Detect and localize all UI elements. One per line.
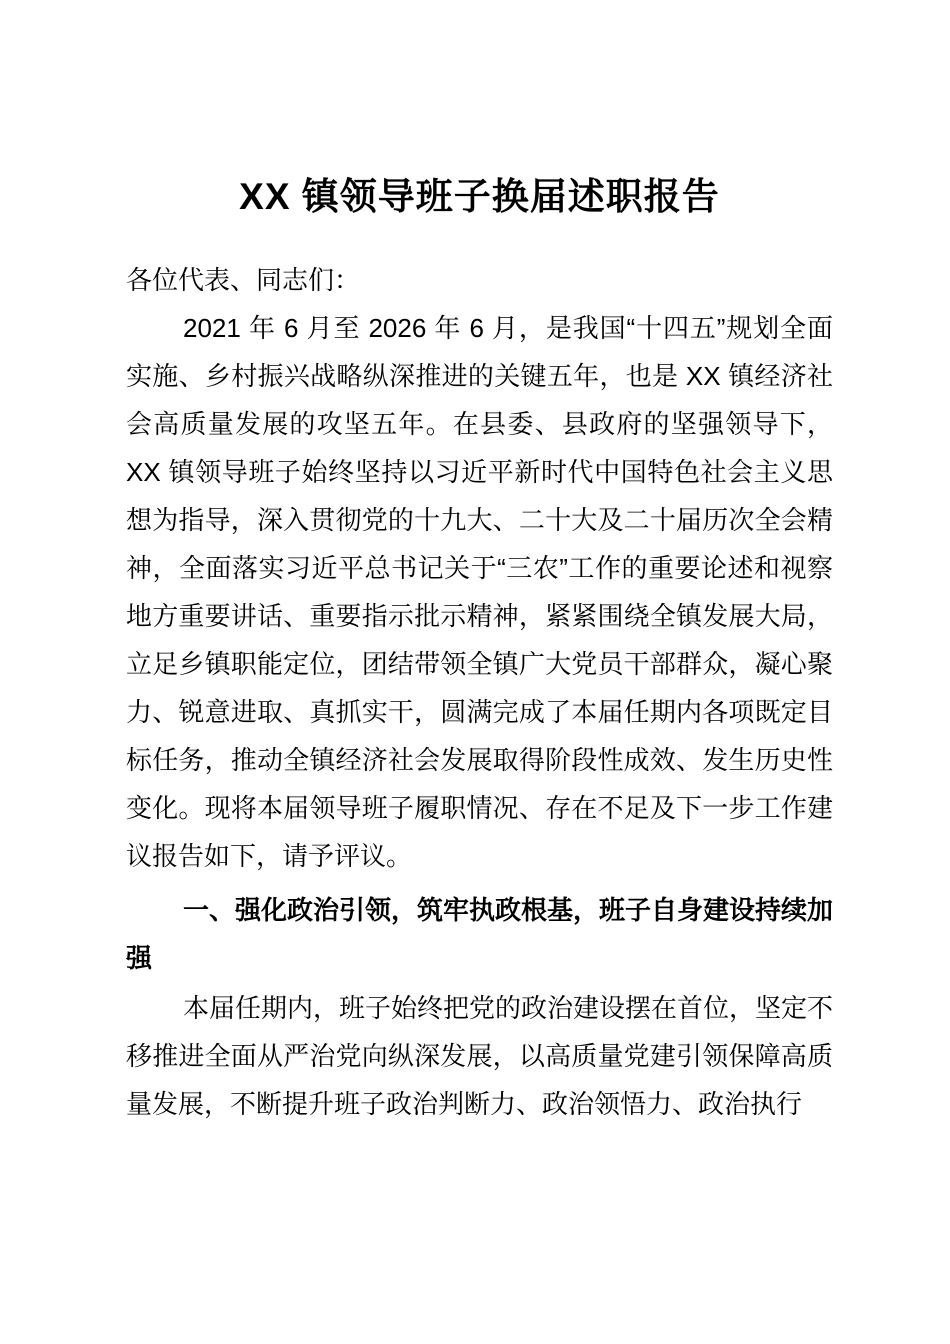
document-title: XX 镇领导班子换届述职报告 [239,176,720,217]
salutation-line: 各位代表、同志们： [126,265,361,295]
section-1-paragraph: 本届任期内，班子始终把党的政治建设摆在首位，坚定不移推进全面从严治党向纵深发展，以高质量党建引领保障高质量发展，不断提升班子政治判断力、政治领悟力、政治执行 [126,993,834,1119]
section-1-heading: 一、强化政治引领，筑牢执政根基，班子自身建设持续加强 [126,895,834,973]
intro-paragraph: 2021 年 6 月至 2026 年 6 月，是我国“十四五”规划全面实施、乡村振兴战略纵深推进的关键五年，也是 XX 镇经济社会高质量发展的攻坚五年。在县委、县政府的坚强领导下，XX 镇领导班子始终坚持以习近平新时代中国特色社会主义思想为指导，深入贯彻党的十九大、二十大及二十届历次全会精神，全面落实习近平总书记关于“三农”工作的重要论述和视察地方重要讲话、重要指示批示精神，紧紧围绕全镇发展大局，立足乡镇职能定位，团结带领全镇广大党员干部群众，凝心聚力、锐意进取、真抓实干，圆满完成了本届任期内各项既定目标任务，推动全镇经济社会发展取得阶段性成效、发生历史性变化。现将本届领导班子履职情况、存在不足及下一步工作建议报告如下，请予评议。 [126,313,833,871]
